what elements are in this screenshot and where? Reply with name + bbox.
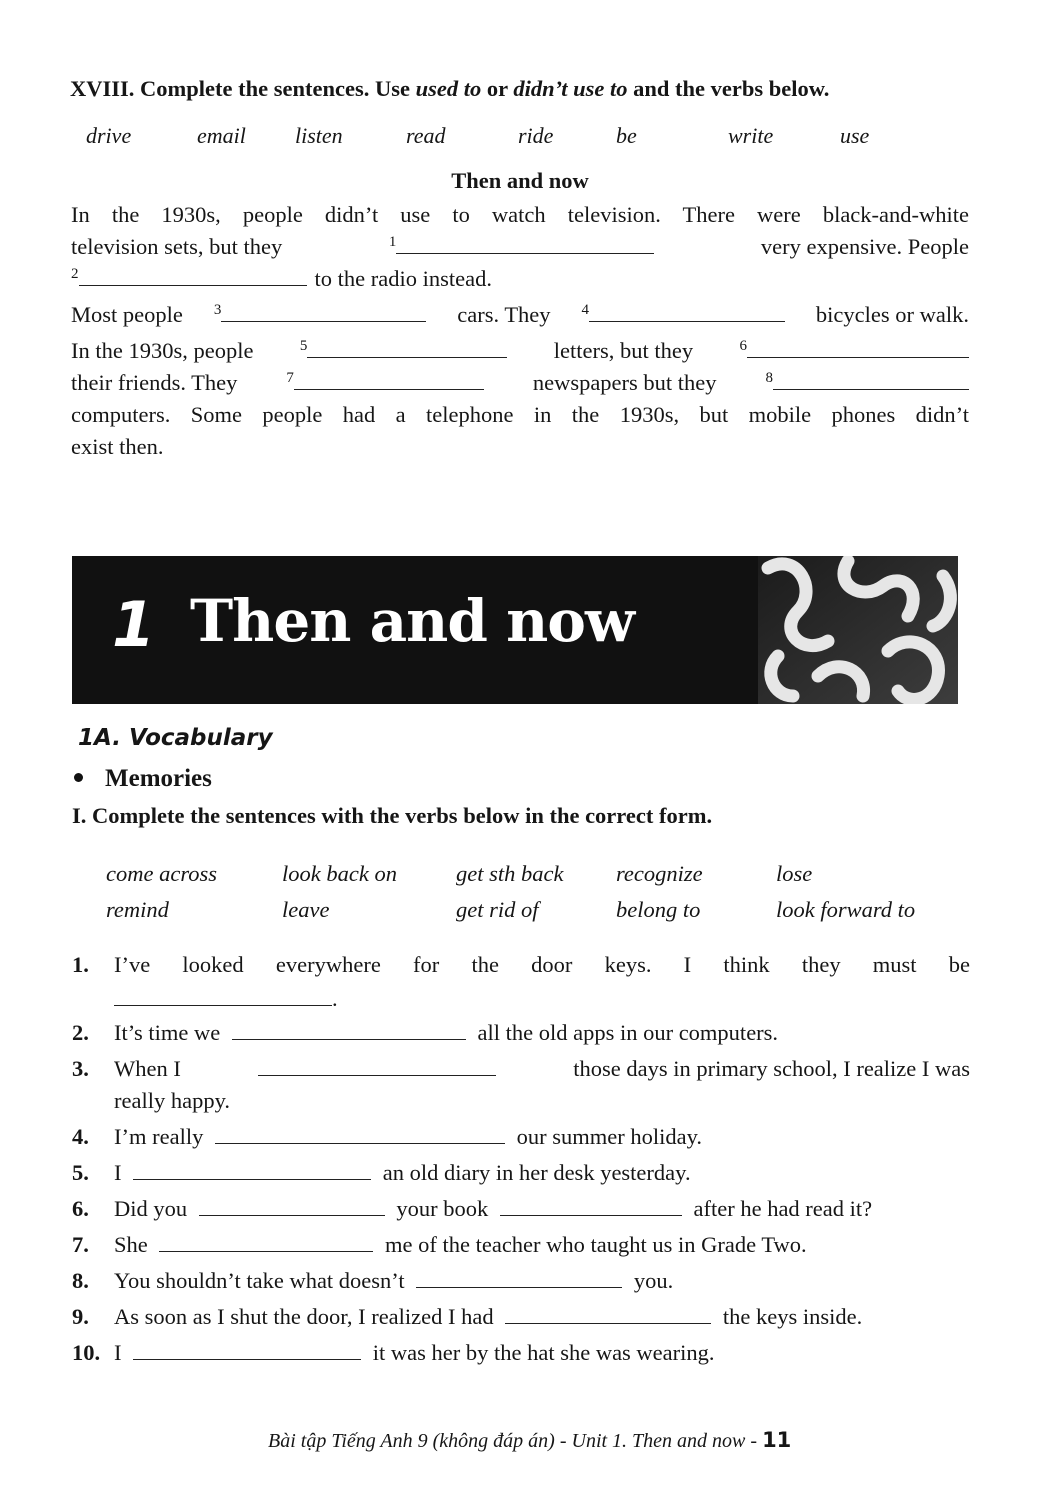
word-bank-item: use [840, 123, 870, 148]
answer-blank-7[interactable] [294, 388, 484, 390]
unit-title: Then and now [190, 587, 634, 655]
verb-bank-item: come across [106, 861, 218, 886]
word-bank-item: email [197, 123, 246, 148]
word-bank-item: listen [295, 123, 343, 148]
word-bank-item: ride [518, 123, 554, 148]
answer-blank-8[interactable] [773, 388, 969, 390]
passage-line: In the 1930s, people didn’t use to watch television. There were black-and-white [71, 202, 969, 227]
passage-line: exist then. [71, 434, 164, 459]
word-bank-item: be [616, 123, 637, 148]
verb-bank-item: recognize [616, 861, 703, 886]
answer-blank-1[interactable] [396, 252, 654, 254]
word-bank-item: write [728, 123, 774, 148]
answer-blank-2[interactable] [79, 284, 307, 286]
answer-blank-5[interactable] [307, 356, 507, 358]
answer-blank[interactable] [505, 1322, 711, 1324]
word-bank-item: read [406, 123, 446, 148]
bullet-icon [74, 773, 83, 782]
passage-line: Most people $^3$ cars. They $^4$ bicycles or walk. [71, 302, 969, 327]
answer-blank[interactable] [500, 1214, 682, 1216]
page-number: 11 [762, 1428, 792, 1452]
answer-blank[interactable] [232, 1038, 466, 1040]
passage-line: their friends. They $^7$ newspapers but they $^8$ [71, 370, 969, 396]
answer-blank[interactable] [215, 1142, 505, 1144]
verb-bank-item: get sth back [456, 861, 564, 886]
verb-bank-item: leave [282, 897, 330, 922]
answer-blank[interactable] [133, 1358, 361, 1360]
answer-blank[interactable] [114, 1004, 332, 1006]
verb-bank-item: lose [776, 861, 813, 886]
verb-bank-item: get rid of [456, 897, 539, 922]
unit-number: 1 [112, 588, 156, 661]
swirl-pattern-icon [758, 556, 958, 704]
answer-blank-4[interactable] [589, 320, 785, 322]
passage-line: computers. Some people had a telephone in the 1930s, but mobile phones didn’t [71, 402, 969, 427]
verb-bank-item: remind [106, 897, 169, 922]
answer-blank[interactable] [133, 1178, 371, 1180]
answer-blank[interactable] [416, 1286, 622, 1288]
answer-blank[interactable] [159, 1250, 373, 1252]
passage-title: Then and now [451, 168, 589, 193]
answer-blank[interactable] [258, 1074, 496, 1076]
unit-banner [72, 556, 958, 704]
exercise-1-heading: I. Complete the sentences with the verbs below in the correct form. [72, 803, 713, 828]
answer-blank[interactable] [199, 1214, 385, 1216]
verb-bank-item: belong to [616, 897, 701, 922]
section-heading: 1A. Vocabulary [78, 725, 273, 751]
passage-line: television sets, but they $^1$ very expensive. People [71, 234, 969, 259]
passage-line: In the 1930s, people $^5$ letters, but they $^6$ [71, 338, 969, 364]
answer-blank-3[interactable] [221, 320, 426, 322]
exercise-18-heading: XVIII. Complete the sentences. Use used to or didn’t use to and the verbs below. [70, 76, 830, 101]
answer-blank-6[interactable] [747, 356, 969, 358]
page-footer: Bài tập Tiếng Anh 9 (không đáp án) - Unit 1. Then and now - 11 [268, 1428, 792, 1452]
verb-bank-item: look back on [282, 861, 397, 886]
topic-bullet: Memories [74, 765, 212, 793]
passage-line: $^2$ to the radio instead. [71, 266, 492, 291]
word-bank-item: drive [86, 123, 132, 148]
verb-bank-item: look forward to [776, 897, 916, 922]
